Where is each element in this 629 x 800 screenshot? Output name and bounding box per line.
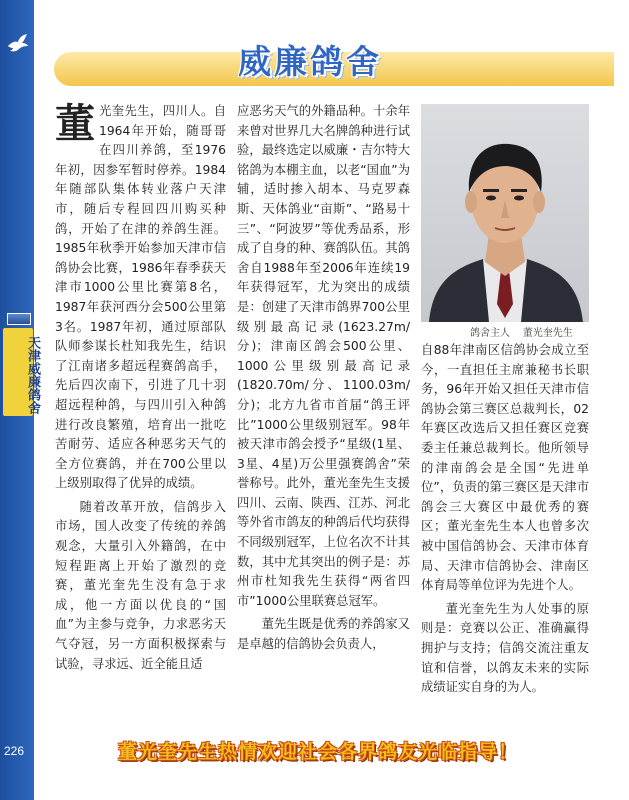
page-number: 226 [4, 744, 25, 758]
portrait-photo [421, 104, 589, 322]
article-paragraph: 董光奎先生为人处事的原则是：竞赛以公正、准确赢得拥护与支持；信鸽交流注重友谊和信誉，以鸽友未来的实际成绩证实自身的为人。 [421, 601, 589, 695]
side-tab [3, 328, 40, 416]
article-column-2 [237, 102, 410, 659]
article-paragraph: 随着改革开放，信鸽步入市场，国人改变了传统的养鸽观念，大量引入外籍鸽，在中短程距离上开始了激烈的竞赛，董光奎先生没有急于求成，他一方面以优良的“国血”为主参与竞争，力求恶劣天气夺冠，另一方面积极探索与试验，寻求远、近全能且适 [55, 499, 226, 671]
side-tab-label: 天津威廉鸽舍 [25, 336, 40, 414]
paragraph-text: 光奎先生，四川人。自1964年开始，随哥哥在四川养鸽，至1976年初，因参军暂时停养。1984年随部队集体转业落户天津市，随后专程回四川购买种鸽，开始了在津的养鸽生涯。1985年秋季开始参加天津市信鸽协会比赛，1986年春季获天津市1000公里比赛第8名，1987年获河西分会500公里第3名。1987年初，通过原部队队师参谋长杜知我先生，结识了江南诸多超远程赛鸽高手，先后四次南下，引进了几十羽超远程种鸽，与四川引入种鸽进行改良繁殖，培育出一批吃苦耐劳、适应各种恶劣天气的全方位赛鸽，并在700公里以上级别取得了优异的成绩。 [55, 104, 226, 491]
footer-slogan: 董光奎先生热情欢迎社会各界鸽友光临指导！ [118, 741, 519, 763]
article-paragraph: 自88年津南区信鸽协会成立至今，一直担任主席兼秘书长职务，96年开始又担任天津市信鸽协会第三赛区总裁判长，02年赛区改选后又担任赛区竞赛委主任兼总裁判长。他所领导的津南鸽会是全国“先进单位”，负责的第三赛区是天津市鸽会三大赛区中最优秀的赛区；董光奎先生本人也曾多次被中国信鸽协会、天津市体育局、天津市信鸽协会、津南区体育局等单位评为先进个人。 [421, 343, 589, 593]
dove-icon [6, 32, 30, 56]
photo-caption: 鸽舍主人 董光奎先生 [470, 328, 573, 339]
article-column-1 [55, 102, 226, 678]
side-bar [0, 0, 40, 800]
article-paragraph: 董先生既是优秀的养鸽家又是卓越的信鸽协会负责人， [237, 617, 410, 652]
dropcap: 董 [55, 100, 95, 147]
portrait-illustration [421, 104, 589, 322]
article-paragraph: 应恶劣天气的外籍品种。十余年来曾对世界几大名牌鸽种进行试验，最终选定以威廉・吉尔特大铭鸽为本棚主血，以老“国血”为辅，适时掺入胡本、马克罗森斯、天体鸽业“亩斯”、“路易十三”、“阿波罗”等优秀品系，形成了自身的种、赛鸽队伍。其鸽舍自1988年至2006年连续19年获得冠军，尤为突出的成绩是：创建了天津市鸽界700公里级别最高记录(1623.27m/分)；津南区鸽会500公里、1000公里级别最高记录(1820.70m/分、1100.03m/分)；北方九省市首届“鸽王评比”1000公里级别冠军。98年被天津市鸽会授予“星级(1星、3星、4星)万公里强赛鸽舍”荣誉称号。此外，董光奎先生支援四川、云南、陕西、江苏、河北等外省市鸽友的种鸽后代均获得不同级别冠军，上位名次不计其数，其中尤其突出的例子是：苏州市杜知我先生获得“两省四市”1000公里联赛总冠军。 [237, 104, 410, 608]
side-thumbnail [7, 313, 31, 325]
article-paragraph [55, 102, 226, 494]
article-column-3 [421, 341, 589, 702]
page-title: 威廉鸽舍 [238, 42, 382, 81]
